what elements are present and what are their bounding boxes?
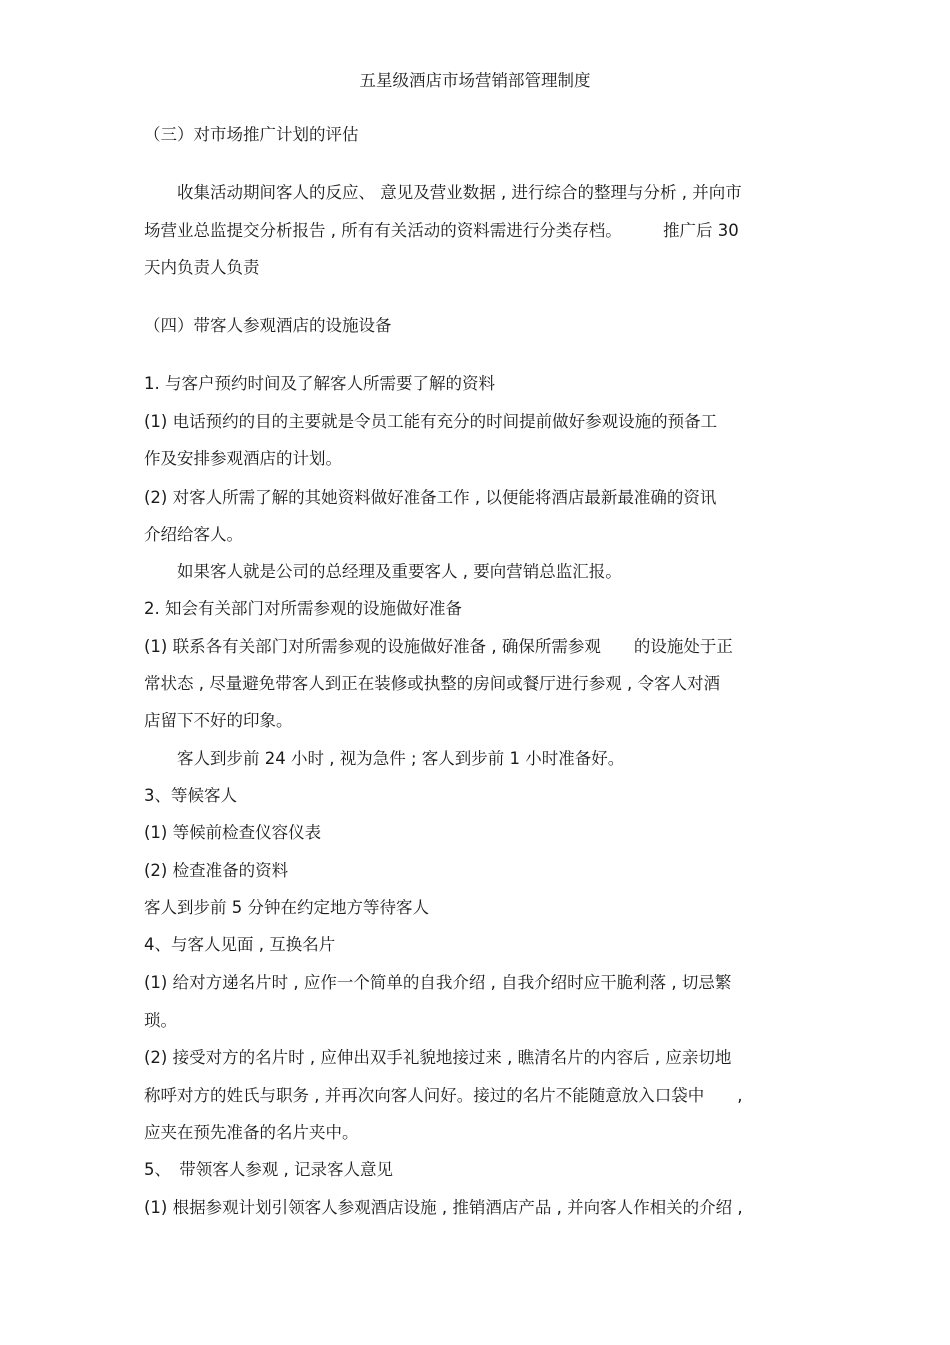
paragraph-line: (1) 给对方递名片时 , 应作一个简单的自我介绍 , 自我介绍时应干脆利落 , 切忌繁: [144, 973, 732, 992]
paragraph-line: (1) 根据参观计划引领客人参观酒店设施 , 推销酒店产品 , 并向客人作相关的介绍 ,: [144, 1198, 743, 1217]
paragraph-line: 应夹在预先准备的名片夹中。: [144, 1123, 359, 1142]
paragraph-line: (2) 接受对方的名片时 , 应伸出双手礼貌地接过来 , 瞧清名片的内容后 , 应亲切地: [144, 1048, 732, 1067]
paragraph-line: 如果客人就是公司的总经理及重要客人 , 要向营销总监汇报。: [144, 562, 622, 581]
paragraph-line: 收集活动期间客人的反应、 意见及营业数据 , 进行综合的整理与分析 , 并向市: [144, 183, 742, 202]
document-title: 五星级酒店市场营销部管理制度: [359, 71, 591, 90]
paragraph-line: (2) 检查准备的资料: [144, 861, 289, 880]
paragraph-line: 店留下不好的印象。: [144, 711, 293, 730]
paragraph-line: (1) 电话预约的目的主要就是令员工能有充分的时间提前做好参观设施的预备工: [144, 412, 718, 431]
section-heading: （四）带客人参观酒店的设施设备: [144, 316, 392, 335]
paragraph-line: (1) 联系各有关部门对所需参观的设施做好准备 , 确保所需参观 的设施处于正: [144, 637, 733, 656]
paragraph-line: (2) 对客人所需了解的其她资料做好准备工作 , 以便能将酒店最新最准确的资讯: [144, 488, 717, 507]
list-item: 5、 带领客人参观 , 记录客人意见: [144, 1160, 393, 1179]
paragraph-line: 作及安排参观酒店的计划。: [144, 449, 342, 468]
paragraph-line: 琐。: [144, 1011, 177, 1030]
paragraph-line: 称呼对方的姓氏与职务 , 并再次向客人问好。接过的名片不能随意放入口袋中 ,: [144, 1086, 743, 1105]
list-item: 1. 与客户预约时间及了解客人所需要了解的资料: [144, 374, 495, 393]
section-heading: （三）对市场推广计划的评估: [144, 125, 359, 144]
list-item: 4、与客人见面 , 互换名片: [144, 935, 336, 954]
paragraph-line: 场营业总监提交分析报告 , 所有有关活动的资料需进行分类存档。 推广后 30: [144, 221, 739, 240]
list-item: 3、等候客人: [144, 786, 237, 805]
list-item: 2. 知会有关部门对所需参观的设施做好准备: [144, 599, 462, 618]
paragraph-line: 客人到步前 5 分钟在约定地方等待客人: [144, 898, 429, 917]
paragraph-line: 介绍给客人。: [144, 525, 243, 544]
paragraph-line: (1) 等候前检查仪容仪表: [144, 823, 322, 842]
paragraph-line: 常状态 , 尽量避免带客人到正在装修或执整的房间或餐厅进行参观 , 令客人对酒: [144, 674, 720, 693]
paragraph-line: 客人到步前 24 小时 , 视为急件 ; 客人到步前 1 小时准备好。: [144, 749, 625, 768]
paragraph-line: 天内负责人负责: [144, 258, 260, 277]
